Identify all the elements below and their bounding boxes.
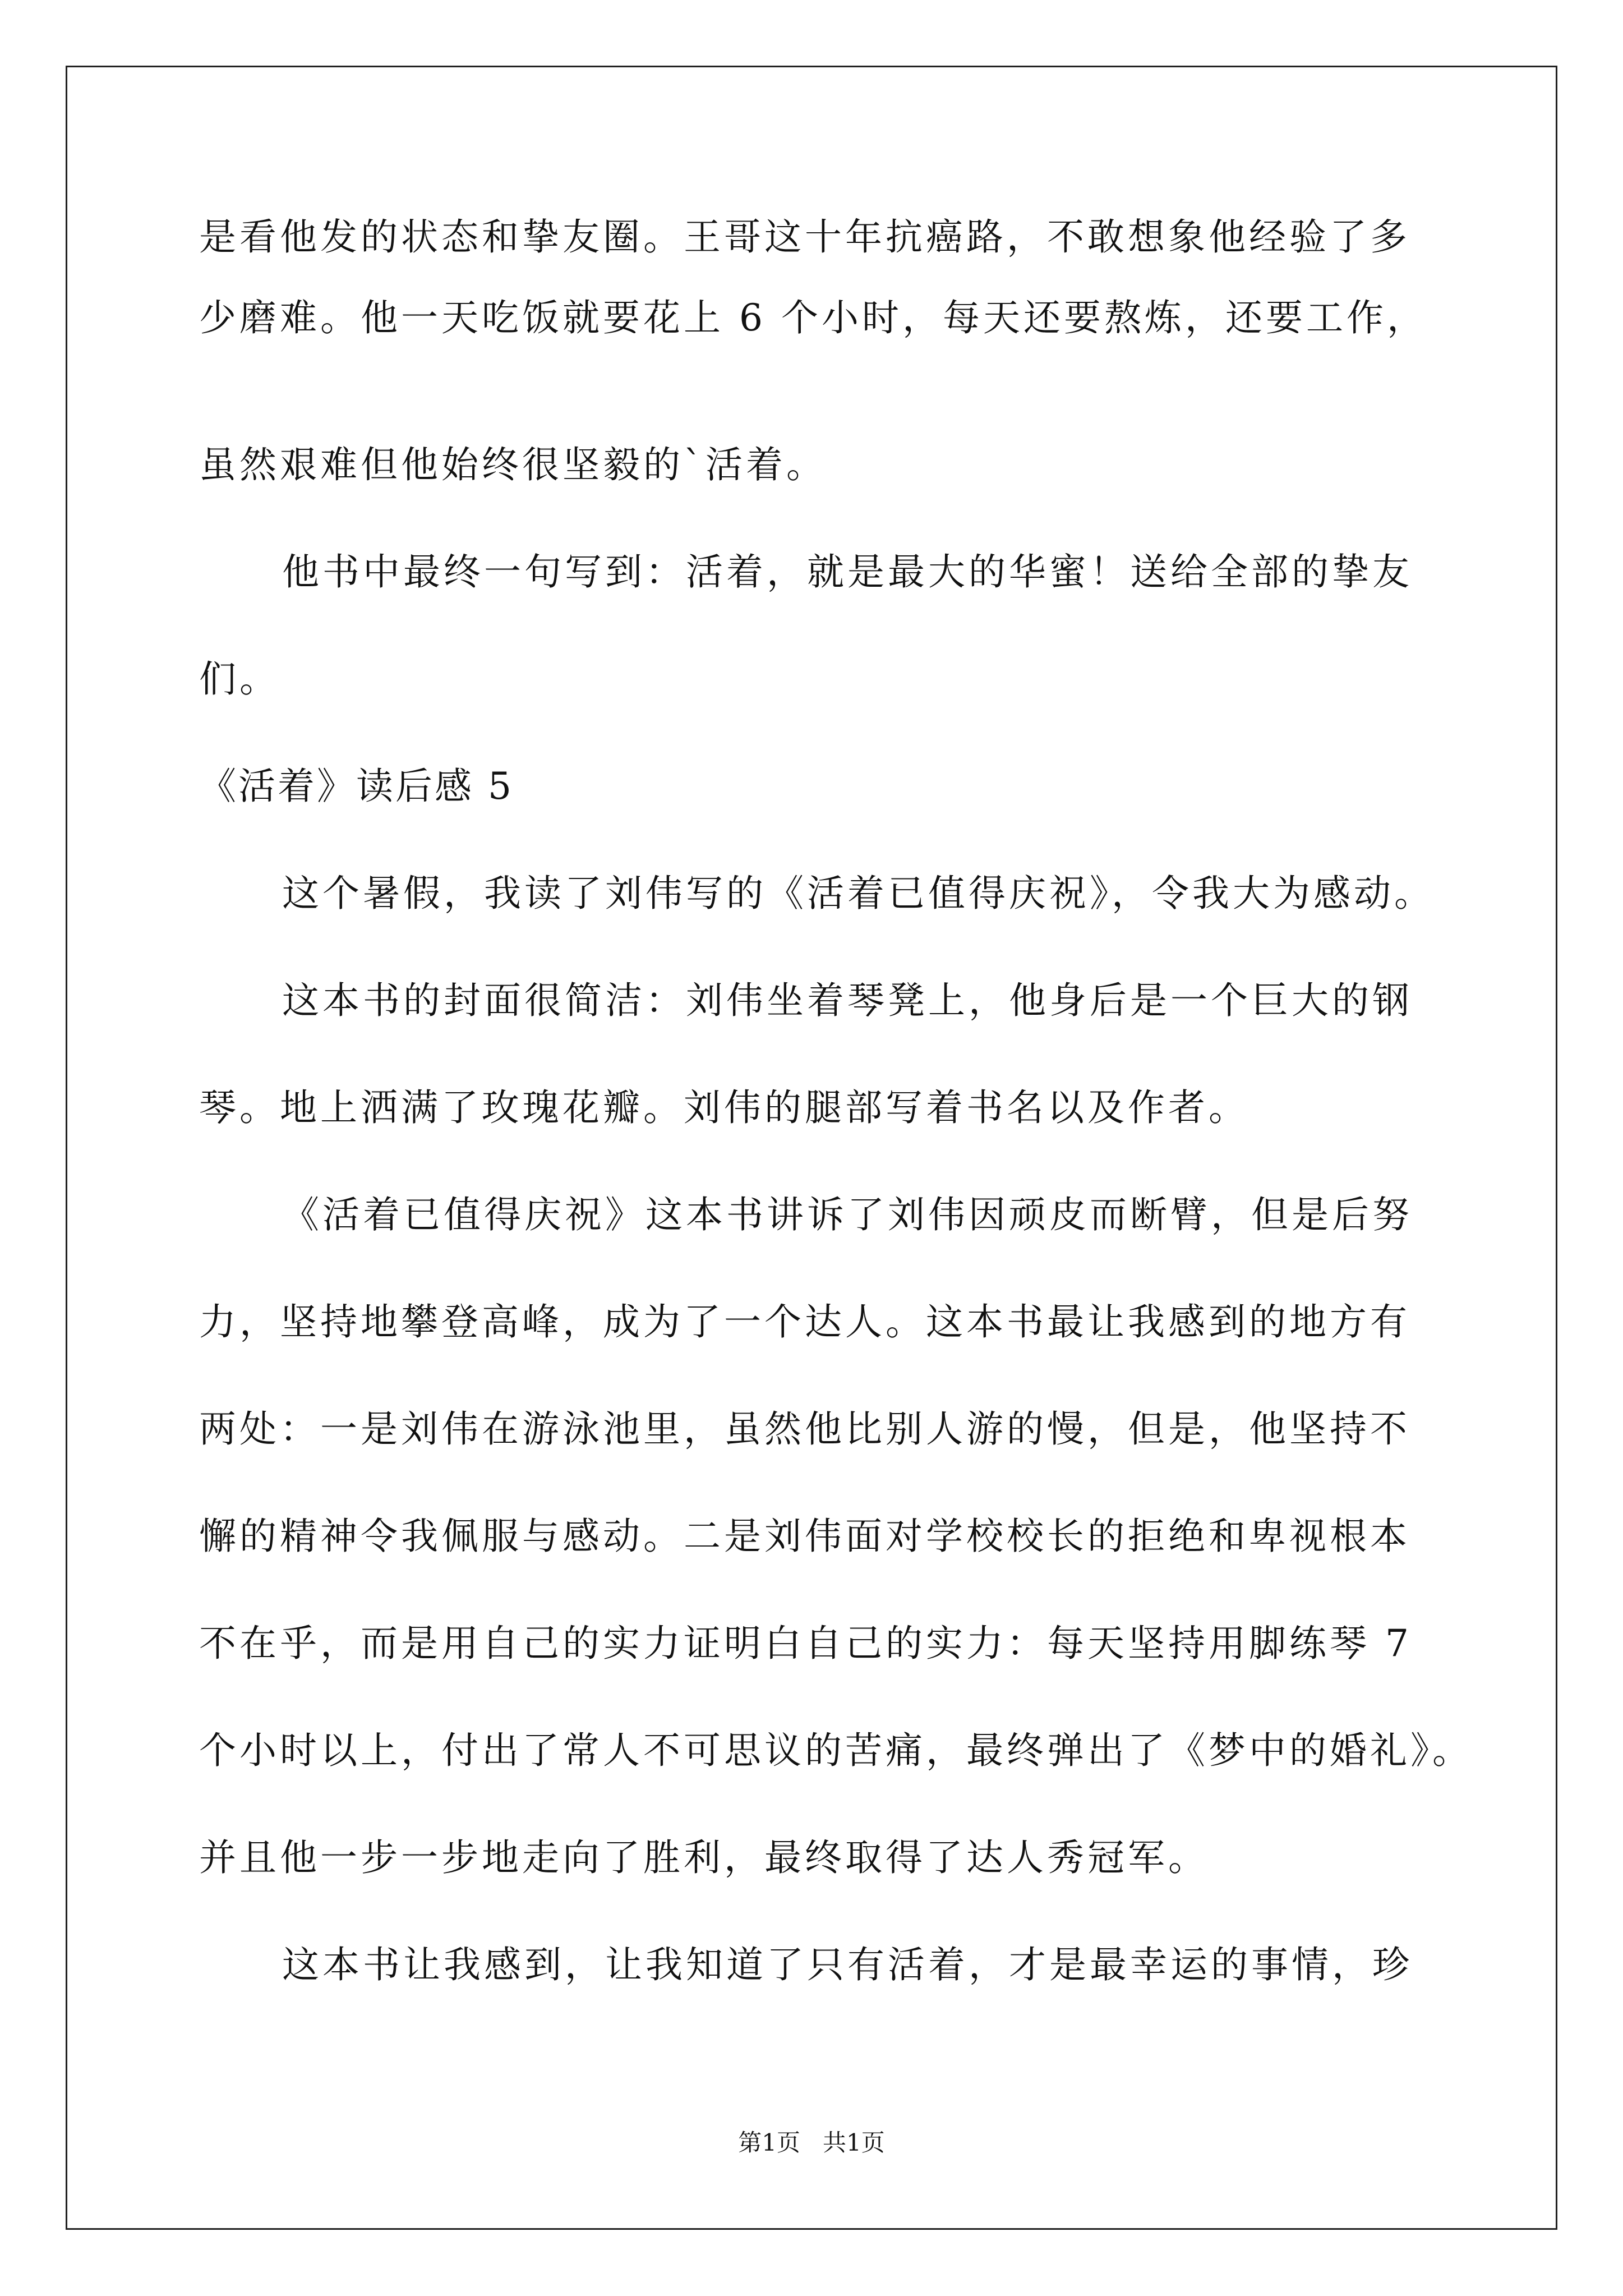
body-text-line: 力，坚持地攀登高峰，成为了一个达人。这本书最让我感到的地方有	[199, 1300, 1410, 1343]
body-text-line: 并且他一步一步地走向了胜利，最终取得了达人秀冠军。	[199, 1836, 1209, 1879]
body-text-line: 这本书的封面很简洁：刘伟坐着琴凳上，他身后是一个巨大的钢	[282, 979, 1413, 1022]
body-text-line: 这个暑假，我读了刘伟写的《活着已值得庆祝》，令我大为感动。	[282, 872, 1435, 915]
body-text-line: 琴。地上洒满了玫瑰花瓣。刘伟的腿部写着书名以及作者。	[199, 1086, 1249, 1129]
page-frame	[66, 66, 1557, 2230]
body-text-line: 懈的精神令我佩服与感动。二是刘伟面对学校校长的拒绝和卑视根本	[199, 1515, 1410, 1558]
body-text-line: 个小时以上，付出了常人不可思议的苦痛，最终弹出了《梦中的婚礼》。	[199, 1729, 1473, 1772]
page-number-footer: 第1页 共1页	[738, 2129, 885, 2156]
body-text-line: 不在乎，而是用自己的实力证明白自己的实力：每天坚持用脚练琴 7	[199, 1622, 1412, 1665]
body-text-line: 虽然艰难但他始终很坚毅的`活着。	[199, 443, 827, 486]
body-text-line: 《活着已值得庆祝》这本书讲诉了刘伟因顽皮而断臂，但是后努	[282, 1193, 1413, 1236]
body-text-line: 是看他发的状态和挚友圈。王哥这十年抗癌路，不敢想象他经验了多	[199, 215, 1410, 259]
section-heading: 《活着》读后感 5	[199, 765, 514, 808]
body-text-line: 他书中最终一句写到：活着，就是最大的华蜜！送给全部的挚友	[282, 550, 1413, 593]
body-text-line: 少磨难。他一天吃饭就要花上 6 个小时，每天还要熬炼，还要工作，	[199, 296, 1427, 339]
body-text-line: 这本书让我感到，让我知道了只有活着，才是最幸运的事情，珍	[282, 1943, 1413, 1986]
body-text-line: 两处：一是刘伟在游泳池里，虽然他比别人游的慢，但是，他坚持不	[199, 1407, 1410, 1451]
body-text-line: 们。	[199, 657, 280, 701]
